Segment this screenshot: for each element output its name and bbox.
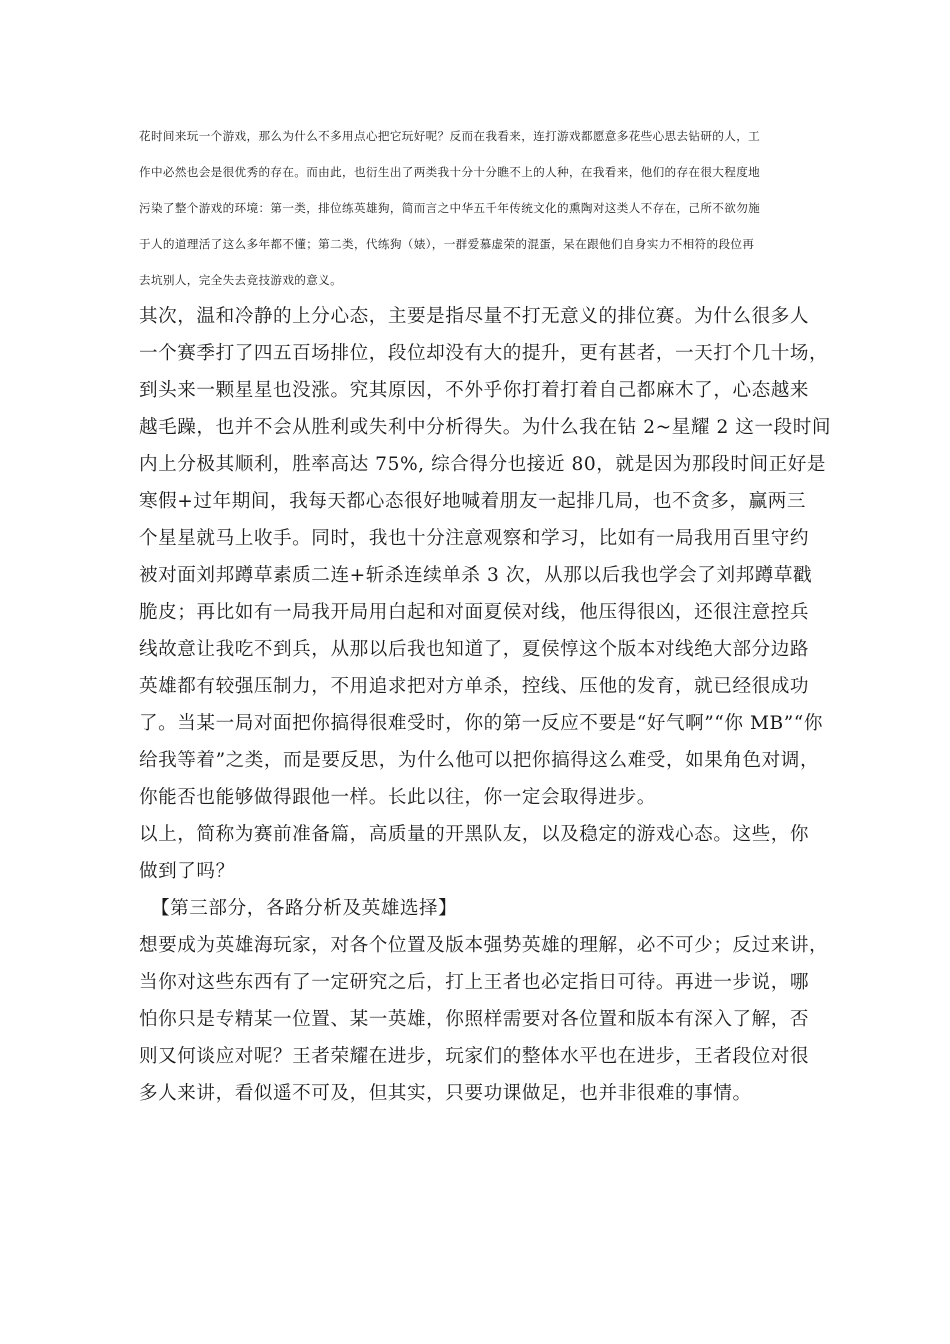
text-line: 污染了整个游戏的环境：第一类，排位练英雄狗，简而言之中华五千年传统文化的熏陶对这类人不存在，己所不欲勿施 — [139, 201, 761, 215]
text-line: 花时间来玩一个游戏，那么为什么不多用点心把它玩好呢？反而在我看来，连打游戏都愿意多花些心思去钻研的人，工 — [139, 129, 761, 143]
intro-paragraph — [139, 118, 813, 298]
text-line: 则又何谈应对呢？王者荣耀在进步，玩家们的整体水平也在进步，王者段位对很 — [139, 1046, 810, 1067]
text-line: 多人来讲，看似遥不可及，但其实，只要功课做足，也并非很难的事情。 — [139, 1083, 752, 1104]
text-line: 作中必然也会是很优秀的存在。而由此，也衍生出了两类我十分十分瞧不上的人种，在我看来，他们的存在很大程度地 — [139, 165, 761, 179]
text-line: 做到了吗？ — [139, 861, 235, 882]
mindset-paragraph — [139, 298, 832, 816]
text-line: 线故意让我吃不到兵，从那以后我也知道了，夏侯惇这个版本对线绝大部分边路 — [139, 639, 810, 660]
section-heading: 【第三部分，各路分析及英雄选择】 — [151, 898, 458, 919]
text-line: 内上分极其顺利，胜率高达 75%, 综合得分也接近 80，就是因为那段时间正好是 — [139, 454, 827, 475]
text-line: 了。当某一局对面把你搞得很难受时，你的第一反应不要是“好气啊”“你 MB”“你 — [139, 713, 823, 734]
main-text — [139, 298, 832, 1112]
text-line: 到头来一颗星星也没涨。究其原因，不外乎你打着打着自己都麻木了，心态越来 — [139, 380, 810, 401]
text-line: 被对面刘邦蹲草素质二连+斩杀连续单杀 3 次，从那以后我也学会了刘邦蹲草戳 — [139, 565, 813, 586]
hero-analysis-paragraph — [139, 927, 829, 1112]
text-line: 英雄都有较强压制力，不用追求把对方单杀，控线、压他的发育，就已经很成功 — [139, 676, 810, 697]
summary-paragraph — [139, 816, 819, 890]
text-line: 怕你只是专精某一位置、某一英雄，你照样需要对各位置和版本有深入了解，否 — [139, 1009, 810, 1030]
text-line: 一个赛季打了四五百场排位，段位却没有大的提升，更有甚者，一天打个几十场， — [139, 343, 829, 364]
text-line: 脆皮；再比如有一局我开局用白起和对面夏侯对线，他压得很凶，还很注意控兵 — [139, 602, 810, 623]
text-line: 去坑别人，完全失去竞技游戏的意义。 — [139, 273, 343, 287]
text-line: 其次，温和冷静的上分心态，主要是指尽量不打无意义的排位赛。为什么很多人 — [139, 306, 810, 327]
text-line: 寒假+过年期间，我每天都心态很好地喊着朋友一起排几局，也不贪多，赢两三 — [139, 491, 807, 512]
text-line: 个星星就马上收手。同时，我也十分注意观察和学习，比如有一局我用百里守约 — [139, 528, 810, 549]
text-line: 越毛躁，也并不会从胜利或失利中分析得失。为什么我在钻 2~星耀 2 这一段时间 — [139, 417, 832, 438]
text-line: 于人的道理活了这么多年都不懂；第二类，代练狗（婊），一群爱慕虚荣的混蛋，呆在跟他们自身实力不相符的段位再 — [139, 237, 755, 251]
text-line: 想要成为英雄海玩家，对各个位置及版本强势英雄的理解，必不可少；反过来讲， — [139, 935, 829, 956]
text-line: 当你对这些东西有了一定研究之后，打上王者也必定指日可待。再进一步说，哪 — [139, 972, 810, 993]
text-line: 给我等着”之类，而是要反思，为什么他可以把你搞得这么难受，如果角色对调， — [139, 750, 820, 771]
text-line: 以上，简称为赛前准备篇，高质量的开黑队友，以及稳定的游戏心态。这些，你 — [139, 824, 810, 845]
text-line: 你能否也能够做得跟他一样。长此以往，你一定会取得进步。 — [139, 787, 656, 808]
